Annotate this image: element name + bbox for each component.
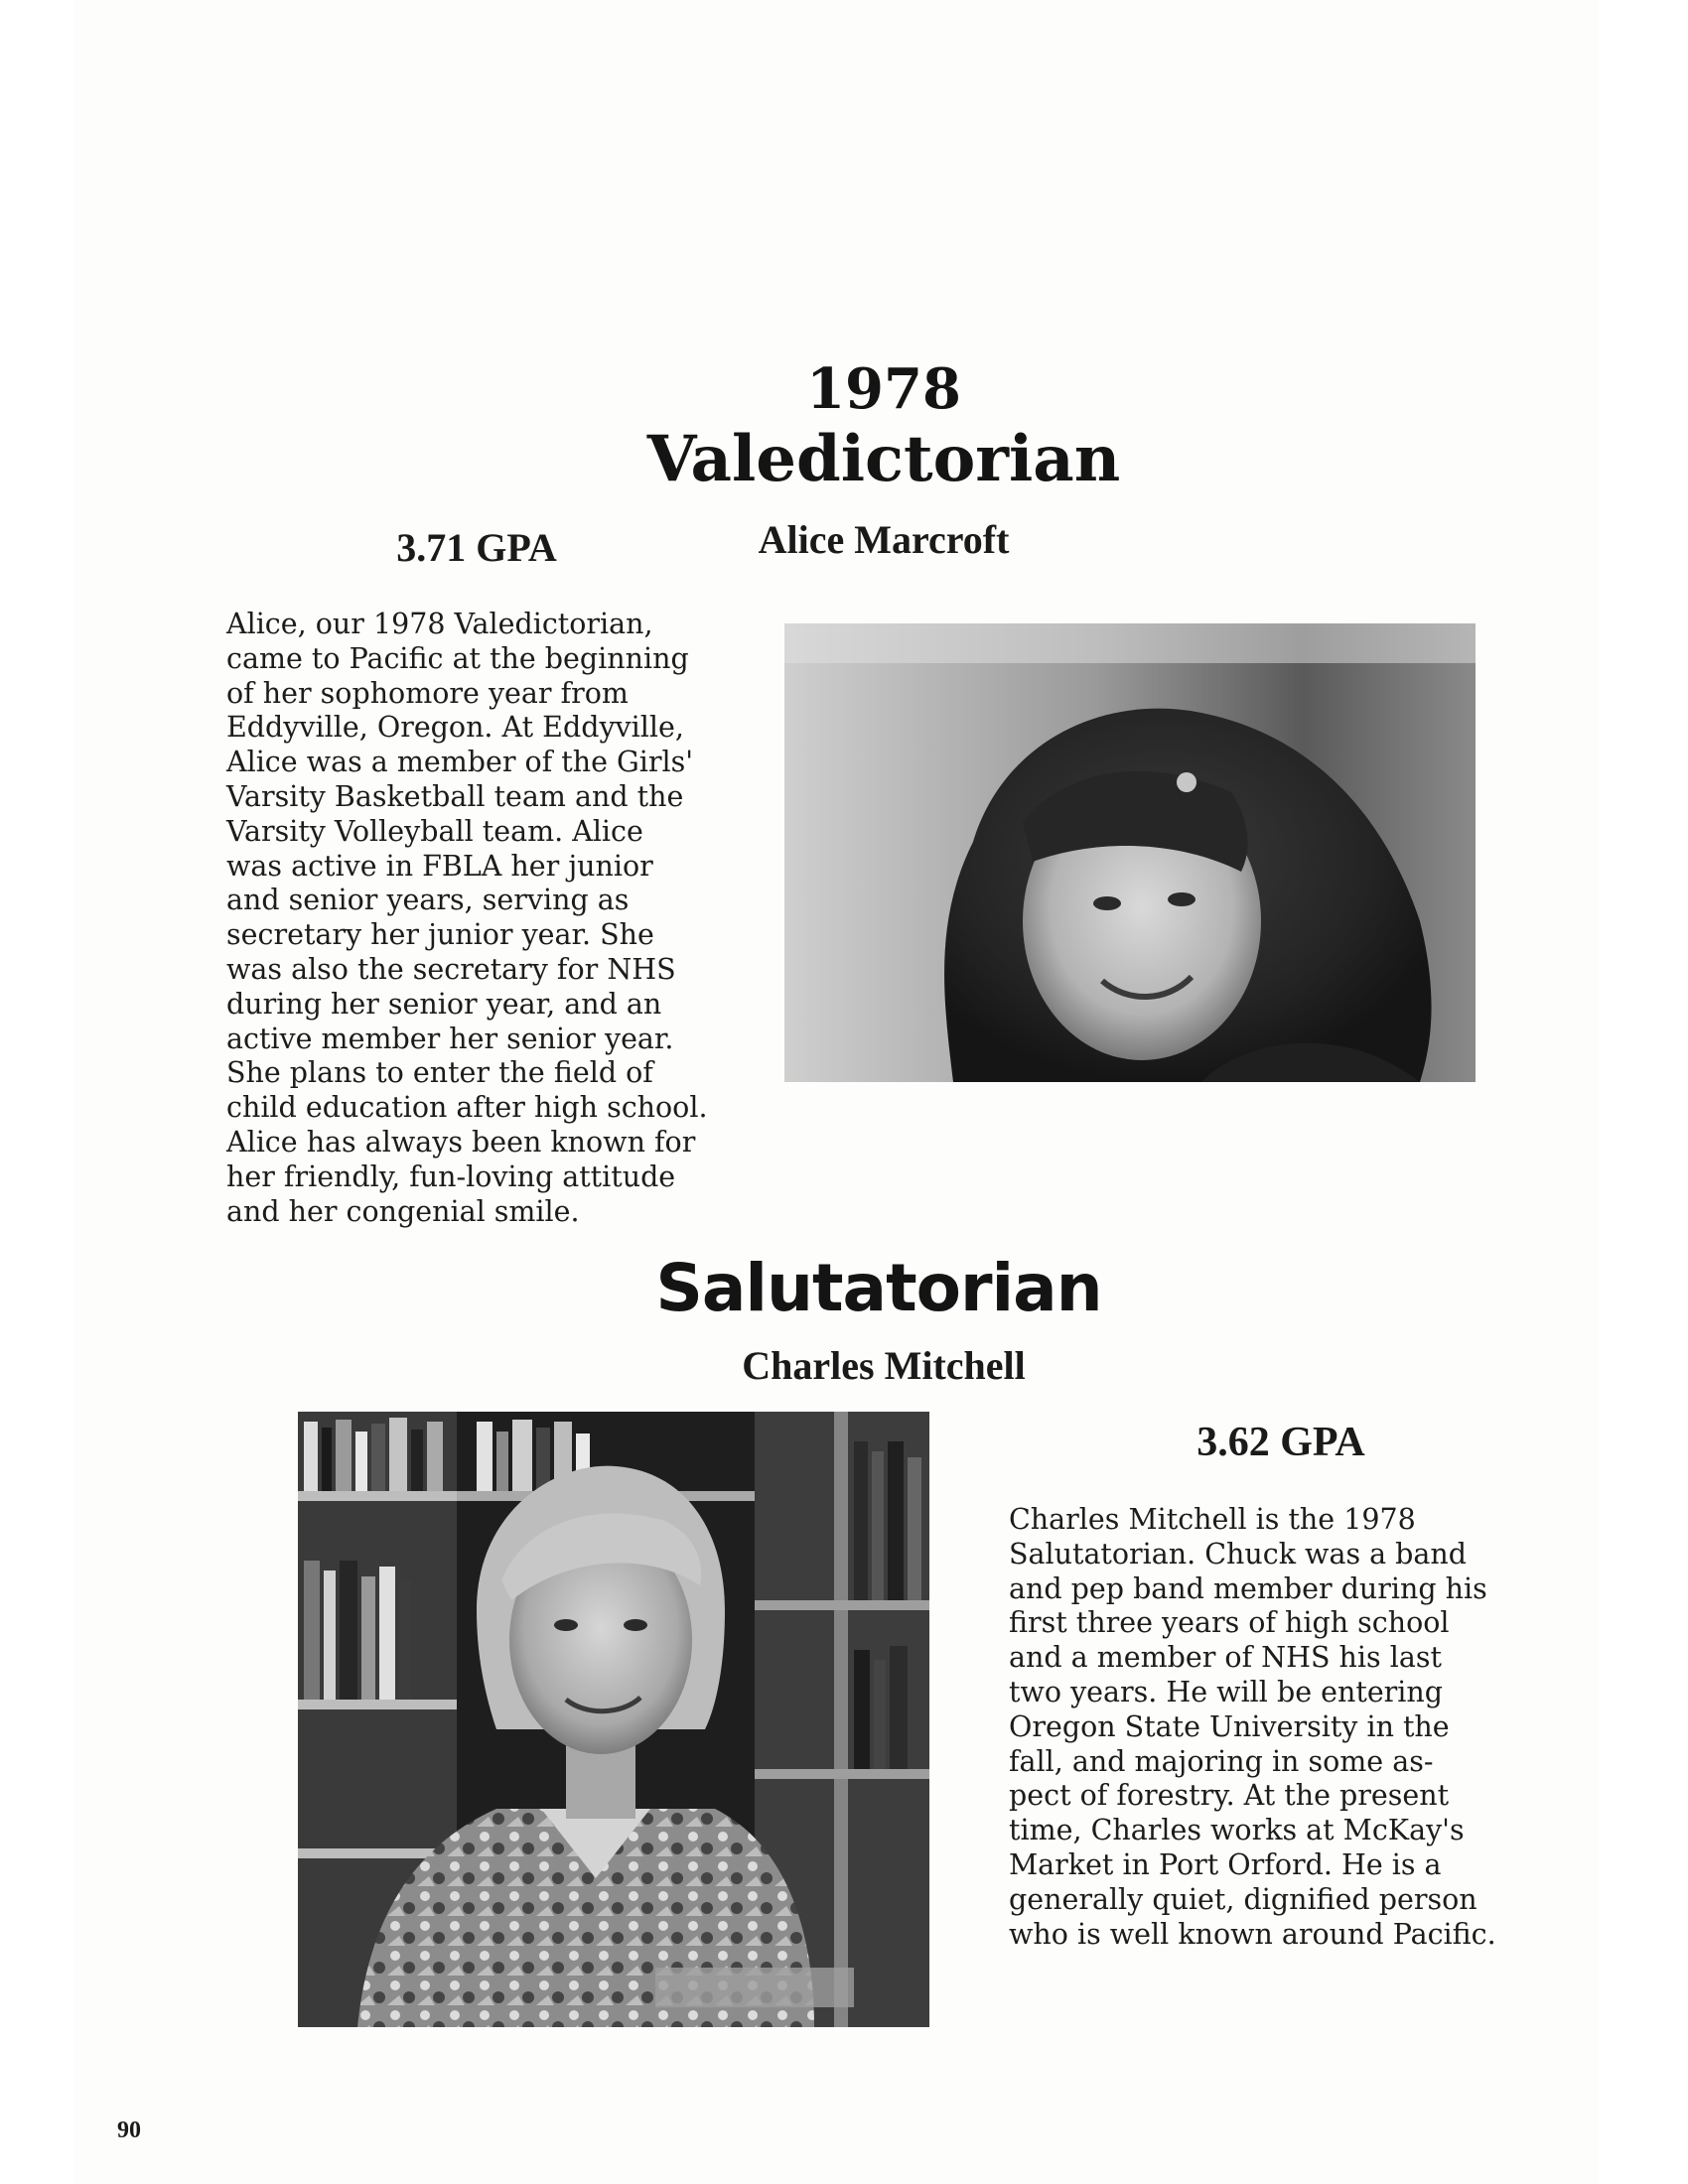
bio-line: Market in Port Orford. He is a [1009,1847,1442,1881]
salutatorian-photo [298,1412,929,2027]
bio-line: and pep band member during his [1009,1571,1487,1605]
bio-line: Varsity Basketball team and the [226,779,684,813]
page-number: 90 [117,2117,141,2143]
bio-line: first three years of high school [1009,1606,1450,1640]
bio-line: her friendly, fun-loving attitude [226,1160,676,1193]
bio-line: who is well known around Pacific. [1009,1917,1496,1951]
bio-line: Eddyville, Oregon. At Eddyville, [226,711,684,745]
bio-line: generally quiet, dignified person [1009,1882,1477,1916]
valedictorian-photo [784,623,1476,1082]
bio-line: during her senior year, and an [226,987,662,1021]
bio-line: Salutatorian. Chuck was a band [1009,1537,1468,1570]
bio-line: Alice was a member of the Girls' [226,746,694,779]
bio-line: secretary her junior year. She [226,918,654,952]
bio-line: and a member of NHS his last [1009,1641,1442,1675]
bio-line: child education after high school. [226,1091,708,1125]
bio-line: came to Pacific at the beginning [226,641,689,675]
valedictorian-title: Valedictorian [646,422,1121,496]
valedictorian-name: Alice Marcroft [758,517,1010,562]
bio-line: time, Charles works at McKay's [1009,1814,1465,1847]
bio-line: active member her senior year. [226,1022,674,1055]
portrait-photo-icon [298,1412,929,2027]
bio-line: was active in FBLA her junior [226,849,653,883]
bio-line: pect of forestry. At the present [1009,1779,1450,1813]
bio-line: Alice, our 1978 Valedictorian, [226,608,653,640]
salutatorian-title: Salutatorian [655,1250,1102,1326]
bio-line: and senior years, serving as [226,884,630,917]
bio-line: Alice has always been known for [226,1125,696,1159]
valedictorian-bio [226,608,782,1229]
valedictorian-gpa: 3.71 GPA [396,525,557,570]
bio-line: Varsity Volleyball team. Alice [226,814,643,848]
salutatorian-gpa: 3.62 GPA [1196,1420,1365,1465]
bio-line: fall, and majoring in some as- [1009,1744,1434,1778]
bio-line: and her congenial smile. [226,1194,580,1228]
bio-line: Charles Mitchell is the 1978 [1009,1503,1416,1536]
bio-line: Oregon State University in the [1009,1709,1450,1743]
bio-line: She plans to enter the field of [226,1056,653,1090]
portrait-photo-icon [784,623,1476,1082]
bio-line: two years. He will be entering [1009,1675,1444,1708]
bio-line: was also the secretary for NHS [226,952,676,986]
bio-line: of her sophomore year from [226,676,629,710]
salutatorian-name: Charles Mitchell [742,1343,1026,1388]
award-year: 1978 [806,356,961,422]
salutatorian-bio [1009,1503,1565,1952]
